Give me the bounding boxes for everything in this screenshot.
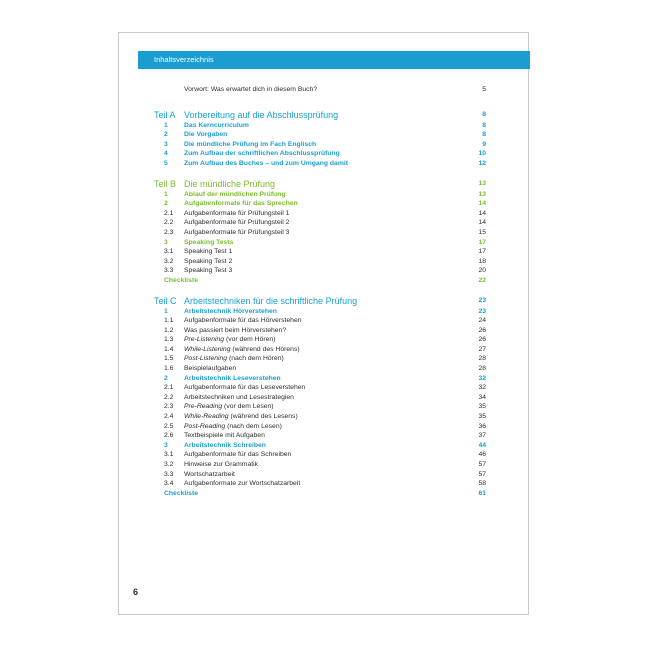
toc-page: 5: [482, 86, 486, 93]
toc-page: 46: [478, 451, 486, 459]
toc-page: 28: [478, 365, 486, 373]
toc-title: Hinweise zur Grammatik: [184, 461, 259, 468]
toc-num: 1: [164, 190, 168, 198]
toc-num: 1.6: [164, 365, 174, 373]
toc-row: [138, 209, 486, 219]
toc-num: 3.1: [164, 451, 174, 459]
toc-title-italic: Pre-Reading: [184, 403, 223, 411]
toc-page: 26: [478, 326, 486, 334]
toc-title: Checkliste: [164, 276, 199, 284]
toc-title: Arbeitstechnik Leseverstehen: [184, 374, 281, 382]
toc-num: 5: [164, 159, 168, 167]
toc-title-italic: While-Reading: [184, 413, 229, 421]
toc-row: [138, 326, 486, 336]
toc-title: [184, 345, 300, 355]
toc-title-rest: (während des Hörens): [230, 345, 300, 353]
toc-row: [138, 479, 486, 489]
toc-num: 3.3: [164, 470, 174, 478]
toc-page: 20: [478, 267, 486, 275]
toc-row: [138, 383, 486, 393]
toc-page: 35: [478, 403, 486, 411]
toc-page: 24: [478, 317, 486, 325]
part-title: Die mündliche Prüfung: [184, 178, 276, 189]
toc-page: 61: [478, 489, 486, 497]
toc-page: 10: [478, 150, 486, 158]
toc-title: Aufgabenformate für das Schreiben: [184, 451, 292, 459]
toc-page: 14: [478, 200, 486, 208]
toc-title-italic: While-Listening: [184, 345, 231, 353]
toc-title: Das Kerncurriculum: [184, 121, 249, 129]
toc-page: 32: [478, 374, 486, 382]
toc-page: 35: [478, 413, 486, 421]
toc-title: Aufgabenformate für Prüfungsteil 2: [184, 219, 290, 227]
toc-title-italic: Post-Listening: [184, 355, 228, 363]
toc-title: [184, 412, 298, 422]
toc-row: [138, 364, 486, 374]
toc-title-italic: Post-Reading: [184, 422, 226, 430]
toc-row: [138, 431, 486, 441]
toc-page: 36: [478, 422, 486, 430]
toc-page: 37: [478, 432, 486, 440]
toc-num: 2.3: [164, 228, 174, 236]
page-number: 6: [133, 587, 139, 597]
toc-page: 26: [478, 336, 486, 344]
toc-page: 58: [478, 480, 486, 488]
toc-row: [138, 130, 486, 140]
toc-num: 3: [164, 441, 168, 449]
toc-title: Speaking Test 2: [184, 257, 233, 265]
toc-page: 44: [478, 441, 486, 449]
toc-title: Aufgabenformate für das Leseverstehen: [184, 384, 306, 392]
toc-num: 2: [164, 131, 168, 139]
toc-num: 2: [164, 374, 168, 382]
toc-row: [138, 335, 486, 345]
toc-page: 27: [478, 345, 486, 353]
toc-row: [138, 450, 486, 460]
toc-title: Arbeitstechniken und Lesestrategien: [184, 393, 294, 401]
toc-row: [138, 441, 486, 451]
toc-title: Beispielaufgaben: [184, 365, 237, 373]
toc-num: 3.2: [164, 257, 174, 265]
toc-row: [138, 247, 486, 257]
toc-num: 1.1: [164, 317, 174, 325]
toc-num: 4: [164, 150, 168, 158]
toc-num: 1.5: [164, 355, 174, 363]
toc-row: [138, 190, 486, 200]
toc-page: 13: [478, 190, 486, 198]
toc-title: [184, 422, 282, 432]
toc-title: Aufgabenformate für das Sprechen: [184, 200, 298, 208]
toc-row: [138, 238, 486, 248]
toc-page: 34: [478, 393, 486, 401]
toc-title: Speaking Test 3: [184, 267, 233, 275]
toc-title: Speaking Test 1: [184, 248, 233, 256]
toc-title: Speaking Tests: [184, 238, 234, 246]
toc-page: 17: [478, 238, 486, 246]
toc-row: [138, 218, 486, 228]
toc-title: [184, 402, 274, 412]
header-title: Inhaltsverzeichnis: [154, 55, 214, 64]
toc-title: Wortschatzarbeit: [184, 470, 235, 478]
toc-page: 14: [478, 219, 486, 227]
toc-title: Checkliste: [164, 489, 199, 497]
toc-num: 2.4: [164, 413, 174, 421]
toc-page: 12: [478, 159, 486, 167]
toc-row: [138, 422, 486, 432]
toc-title: Arbeitstechnik Schreiben: [184, 441, 266, 449]
toc-row: [138, 159, 486, 169]
part-page: 13: [478, 179, 486, 187]
toc-num: 2.1: [164, 209, 174, 217]
part-label: Teil A: [154, 109, 176, 120]
toc-title: Aufgabenformate für das Hörverstehen: [184, 317, 302, 325]
toc-row: [138, 257, 486, 267]
toc-page: 28: [478, 355, 486, 363]
toc-num: 2.5: [164, 422, 174, 430]
toc-title: [184, 354, 284, 364]
toc-title: Aufgabenformate zur Wortschatzarbeit: [184, 480, 301, 488]
toc-title-rest: (nach dem Lesen): [225, 422, 282, 430]
header-bar: [138, 51, 530, 69]
toc-title: Ablauf der mündlichen Prüfung: [184, 190, 286, 198]
toc-page: 14: [478, 209, 486, 217]
toc-title-rest: (nach dem Hören): [227, 355, 284, 363]
toc-title: Zum Aufbau der schriftlichen Abschlussprüfung: [184, 150, 340, 158]
toc-part-c: [138, 295, 486, 307]
toc-num: 2.2: [164, 393, 174, 401]
toc-title: Die Vorgaben: [184, 131, 228, 139]
toc-page: 22: [478, 276, 486, 284]
toc-num: 2.6: [164, 432, 174, 440]
toc-row: [138, 266, 486, 276]
toc-num: 3.4: [164, 480, 174, 488]
toc-num: 2.1: [164, 384, 174, 392]
toc-checklist: [138, 276, 486, 286]
toc-title-italic: Pre-Listening: [184, 336, 225, 344]
toc-title: Vorwort: Was erwartet dich in diesem Buch?: [184, 86, 318, 93]
toc-page: 57: [478, 461, 486, 468]
toc-page: 32: [478, 384, 486, 392]
table-of-contents: [138, 85, 486, 498]
toc-row: [138, 199, 486, 209]
toc-part-a: [138, 109, 486, 121]
toc-title-rest: (vor dem Hören): [224, 336, 276, 344]
toc-row: [138, 140, 486, 150]
toc-row: [138, 307, 486, 317]
toc-num: 2.2: [164, 219, 174, 227]
toc-title-rest: (vor dem Lesen): [222, 403, 274, 411]
part-page: 23: [478, 296, 486, 304]
toc-num: 1.2: [164, 326, 174, 334]
toc-row: [138, 412, 486, 422]
toc-checklist: [138, 489, 486, 499]
toc-part-b: [138, 178, 486, 190]
part-title: Vorbereitung auf die Abschlussprüfung: [184, 109, 339, 120]
toc-page: 17: [478, 248, 486, 256]
toc-page: 9: [482, 140, 486, 148]
toc-foreword: [138, 85, 486, 95]
toc-row: [138, 402, 486, 412]
part-label: Teil C: [154, 295, 177, 306]
toc-page: 18: [478, 257, 486, 265]
toc-title: Textbeispiele mit Aufgaben: [184, 432, 265, 440]
toc-row: [138, 149, 486, 159]
toc-title: Was passiert beim Hörverstehen?: [184, 326, 287, 334]
toc-title: Aufgabenformate für Prüfungsteil 3: [184, 228, 290, 236]
toc-page: 57: [478, 470, 486, 478]
toc-num: 1.4: [164, 345, 174, 353]
toc-num: 3.2: [164, 461, 174, 468]
toc-title: [184, 335, 275, 345]
toc-row: [138, 393, 486, 403]
toc-page: 23: [478, 307, 486, 315]
part-label: Teil B: [154, 178, 177, 189]
toc-num: 3.3: [164, 267, 174, 275]
toc-page: 8: [482, 121, 486, 129]
part-title: Arbeitstechniken für die schriftliche Prüfung: [184, 295, 358, 306]
toc-title: Arbeitstechnik Hörverstehen: [184, 307, 277, 315]
toc-title: Die mündliche Prüfung im Fach Englisch: [184, 140, 317, 148]
toc-row: [138, 345, 486, 355]
toc-row: [138, 228, 486, 238]
toc-num: 1: [164, 121, 168, 129]
part-page: 8: [482, 110, 486, 118]
toc-page: 15: [478, 228, 486, 236]
toc-num: 2.3: [164, 403, 174, 411]
toc-row: [138, 470, 486, 480]
toc-num: 1: [164, 307, 168, 315]
toc-row: [138, 121, 486, 131]
toc-title-rest: (während des Lesens): [228, 413, 298, 421]
toc-row: [138, 460, 486, 470]
toc-num: 1.3: [164, 336, 174, 344]
toc-page: 8: [482, 131, 486, 139]
toc-row: [138, 374, 486, 384]
toc-title: Aufgabenformate für Prüfungsteil 1: [184, 209, 290, 217]
toc-num: 2: [164, 200, 168, 208]
toc-num: 3.1: [164, 248, 174, 256]
toc-num: 3: [164, 238, 168, 246]
toc-row: [138, 316, 486, 326]
toc-num: 3: [164, 140, 168, 148]
toc-title: Zum Aufbau des Buches – und zum Umgang damit: [184, 159, 349, 167]
toc-row: [138, 354, 486, 364]
